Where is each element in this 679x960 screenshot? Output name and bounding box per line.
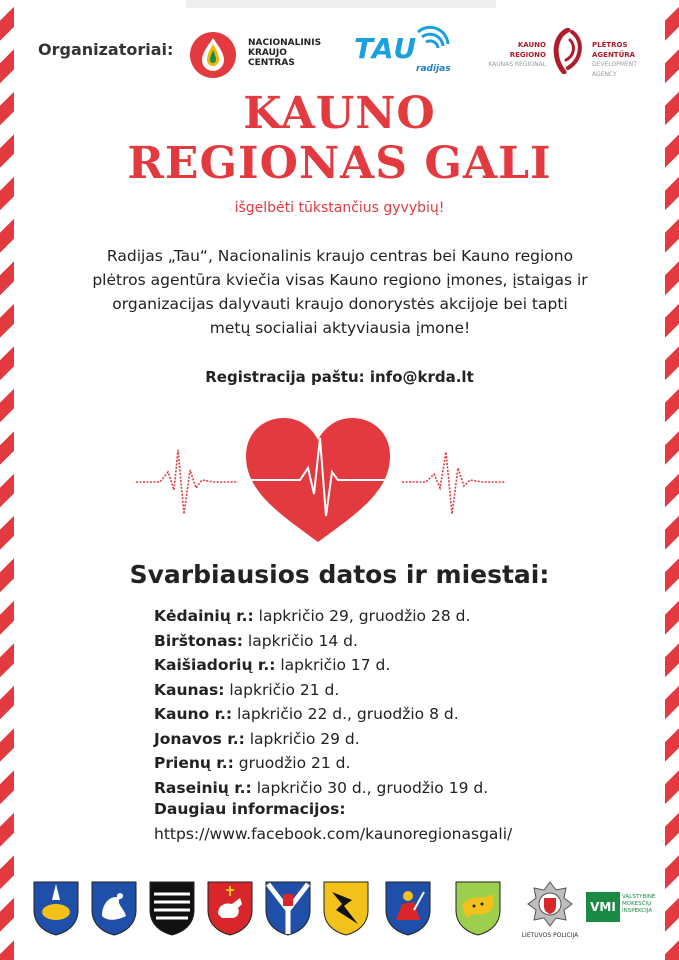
- date-value: lapkričio 21 d.: [229, 680, 340, 699]
- dates-heading: Svarbiausios datos ir miestai:: [129, 560, 550, 589]
- right-pulse-line: [402, 452, 506, 514]
- date-place: Kaišiadorių r.:: [154, 656, 276, 674]
- date-value: lapkričio 29, gruodžio 28 d.: [258, 607, 471, 625]
- list-item: [154, 653, 634, 678]
- kaunas-crest-icon: [206, 880, 254, 936]
- tau-logo-word: TAU: [354, 32, 418, 65]
- krda-logo-right: [592, 40, 658, 80]
- birstonas-crest-icon: [90, 880, 138, 936]
- subtitle: išgelbėti tūkstančius gyvybių!: [234, 200, 445, 216]
- vmi-logo-text: VALSTYBINĖ MOKESČIŲ INSPEKCIJA: [622, 894, 656, 914]
- list-item: [154, 751, 634, 776]
- krda-right-subtitle: DEVELOPMENT AGENCY: [592, 61, 637, 78]
- more-info-label: Daugiau informacijos:: [154, 800, 346, 818]
- heart-heartbeat-icon: [130, 410, 550, 550]
- date-value: gruodžio 21 d.: [238, 754, 351, 772]
- jonava-crest-icon: [322, 880, 370, 936]
- date-value: lapkričio 14 d.: [247, 631, 358, 650]
- date-place: Kauno r.:: [154, 705, 233, 723]
- list-item: [154, 727, 634, 752]
- title-line-2: REGIONAS GALI: [127, 138, 552, 189]
- blood-center-logo-icon: [188, 30, 238, 80]
- kaisiadorys-crest-icon: [148, 880, 196, 936]
- nkc-line-3: CENTRAS: [248, 58, 295, 68]
- nkc-line-1: NACIONALINIS: [248, 38, 322, 48]
- date-place: Birštonas:: [154, 631, 243, 650]
- vmi-logo-mark: VMI: [586, 892, 620, 922]
- title-line-1: KAUNO: [243, 88, 436, 139]
- date-place: Kėdainių r.:: [154, 607, 254, 625]
- krda-left-subtitle: KAUNAS REGIONAL: [488, 61, 546, 68]
- registration-line: Registracija paštu: info@krda.lt: [205, 368, 474, 386]
- krda-right-title: PLĖTROS AGENTŪRA: [592, 41, 636, 59]
- blood-center-logo-text: [248, 38, 321, 68]
- dates-list: [154, 604, 634, 800]
- organizers-row: [38, 26, 658, 82]
- date-place: Raseinių r.:: [154, 778, 252, 797]
- date-value: lapkričio 22 d., gruodžio 8 d.: [237, 705, 459, 723]
- list-item: [154, 629, 634, 654]
- kauno-rajonas-crest-icon: [264, 880, 312, 936]
- lithuanian-police-emblem-icon: [526, 880, 574, 936]
- footer-crests-row: [30, 880, 660, 942]
- krda-logo-mark-icon: [548, 28, 588, 74]
- list-item: [154, 678, 634, 703]
- intro-paragraph: Radijas „Tau“, Nacionalinis kraujo centras bei Kauno regiono plėtros agentūra kviečia visas Kauno regiono įmones, įstaigas ir organizacijas dalyvauti kraujo donorystės akcijoje bei tapti metų socialiai aktyviausia įmone!: [92, 247, 588, 337]
- left-pulse-line: [136, 450, 238, 514]
- date-value: lapkričio 30 d., gruodžio 19 d.: [256, 778, 489, 797]
- date-place: Prienų r.:: [154, 754, 234, 772]
- krda-left-title: KAUNO REGIONO: [509, 41, 546, 59]
- organizers-label: Organizatoriai:: [38, 40, 174, 59]
- prienai-crest-icon: [384, 880, 432, 936]
- date-value: lapkričio 29 d.: [249, 729, 360, 748]
- list-item: [154, 702, 634, 727]
- tau-logo-subtitle: radijas: [416, 64, 451, 74]
- date-place: Kaunas:: [154, 680, 225, 699]
- police-label: LIETUVOS POLICIJA: [521, 932, 579, 939]
- kedainiai-crest-icon: [32, 880, 80, 936]
- top-gray-bar: [186, 0, 496, 8]
- list-item: [154, 604, 634, 629]
- krda-logo-left: [486, 40, 546, 70]
- nkc-line-2: KRAUJO: [248, 48, 287, 58]
- date-value: lapkričio 17 d.: [280, 656, 391, 674]
- raseiniai-crest-icon: [454, 880, 502, 936]
- date-place: Jonavos r.:: [154, 729, 245, 748]
- list-item: [154, 776, 634, 801]
- facebook-link[interactable]: https://www.facebook.com/kaunoregionasgali/: [154, 825, 513, 843]
